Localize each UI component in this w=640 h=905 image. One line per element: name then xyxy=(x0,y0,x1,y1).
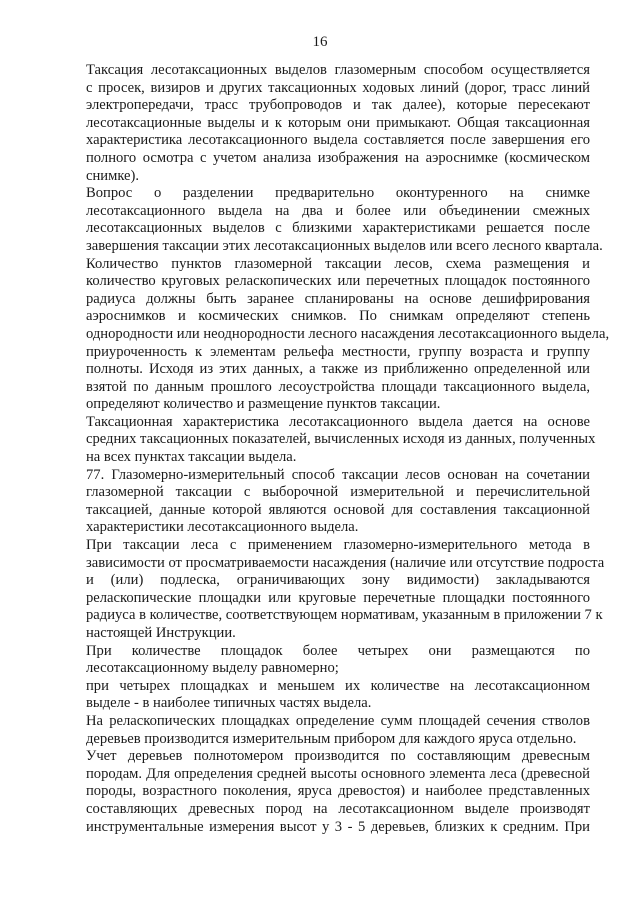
text-line: Учет деревьев полнотомером производится по составляющим древесным xyxy=(86,748,590,765)
text-line: с просек, визиров и других таксационных ходовых линий (дорог, трасс линий xyxy=(86,79,590,96)
text-line: завершения таксации этих лесотаксационных выделов или всего лесного квартала. xyxy=(86,237,603,254)
text-line: глазомерной таксации с выборочной измерительной и перечислительной xyxy=(86,484,590,501)
text-line: приуроченность к элементам рельефа местности, группу возраста и группу xyxy=(86,343,590,360)
text-line: выделе - в наиболее типичных частях выдела. xyxy=(86,695,372,712)
text-line: 77. Глазомерно-измерительный способ таксации лесов основан на сочетании xyxy=(86,466,590,483)
text-line: таксацией, данные которой являются основой для составления таксационной xyxy=(86,501,590,518)
text-line: на всех пунктах таксации выдела. xyxy=(86,449,297,466)
text-line: лесотаксационных выделов с близкими характеристиками решается после xyxy=(86,220,590,237)
text-line: составляющих древесных пород на лесотаксационном выделе производят xyxy=(86,800,590,817)
text-line: деревьев производится измерительным прибором для каждого яруса отдельно. xyxy=(86,730,577,747)
text-line: полного осмотра с учетом анализа изображения на аэроснимке (космическом xyxy=(86,149,590,166)
text-line: однородности или неоднородности лесного насаждения лесотаксационного выдела, xyxy=(86,325,610,342)
text-line: инструментальные измерения высот у 3 - 5 деревьев, близких к средним. При xyxy=(86,818,590,835)
text-line: лесотаксационного выдела на два и более или объединении смежных xyxy=(86,202,590,219)
document-body xyxy=(52,62,610,836)
paragraph xyxy=(52,678,590,713)
text-line: На реласкопических площадках определение сумм площадей сечения стволов xyxy=(86,712,590,729)
text-line: при четырех площадках и меньшем их количестве на лесотаксационном xyxy=(86,677,590,694)
text-line: лесотаксационному выделу равномерно; xyxy=(86,660,339,677)
paragraph xyxy=(52,255,610,414)
text-line: лесотаксационные выделы и к которым они примыкают. Общая таксационная xyxy=(86,114,590,131)
text-line: средних таксационных показателей, вычисленных исходя из данных, полученных xyxy=(86,431,596,448)
text-line: породы, возрастного поколения, яруса древостоя) и наиболее представленных xyxy=(86,783,590,800)
text-line: зависимости от просматриваемости насаждения (наличие или отсутствие подроста xyxy=(86,554,605,571)
paragraph xyxy=(52,185,603,255)
page-number: 16 xyxy=(312,34,328,50)
paragraph xyxy=(52,537,605,643)
paragraph xyxy=(52,643,590,678)
text-line: радиуса должны быть заранее спланированы на основе дешифрирования xyxy=(86,290,590,307)
text-line: и (или) подлеска, ограничивающих зону видимости) закладываются xyxy=(86,572,590,589)
paragraph xyxy=(52,748,590,836)
text-line: Вопрос о разделении предварительно оконтуренного на снимке xyxy=(86,185,590,202)
text-line: характеристики лесотаксационного выдела. xyxy=(86,519,359,536)
text-line: взятой по данным прошлого лесоустройства площади таксационного выдела, xyxy=(86,378,590,395)
text-line: При таксации леса с применением глазомерно-измерительного метода в xyxy=(86,537,590,554)
paragraph xyxy=(52,713,590,748)
text-line: полноты. Исходя из этих данных, а также из приближенно определенной или xyxy=(86,361,590,378)
paragraph xyxy=(52,413,596,467)
text-line: породам. Для определения средней высоты основного элемента леса (древесной xyxy=(86,765,590,782)
text-line: настоящей Инструкции. xyxy=(86,625,236,641)
paragraph xyxy=(52,467,590,537)
paragraph xyxy=(52,62,590,185)
text-line: характеристика лесотаксационного выдела составляется после завершения его xyxy=(86,132,590,149)
text-line: снимке). xyxy=(86,167,140,184)
text-line: определяют количество и размещение пунктов таксации. xyxy=(86,396,441,413)
text-line: электропередачи, трасс трубопроводов и так далее), которые пересекают xyxy=(86,97,590,114)
text-line: Таксация лесотаксационных выделов глазомерным способом осуществляется xyxy=(86,62,590,78)
text-line: радиуса в количестве, соответствующем нормативам, указанным в приложении 7 к xyxy=(86,607,603,624)
text-line: Количество пунктов глазомерной таксации лесов, схема размещения и xyxy=(86,255,590,272)
text-line: количество круговых реласкопических или перечетных площадок постоянного xyxy=(86,273,590,290)
text-line: Таксационная характеристика лесотаксационного выдела дается на основе xyxy=(86,413,590,430)
text-line: реласкопические площадки или круговые перечетные площадки постоянного xyxy=(86,589,590,606)
text-line: аэроснимков и космических снимков. По снимкам определяют степень xyxy=(86,308,590,325)
text-line: При количестве площадок более четырех они размещаются по xyxy=(86,642,590,659)
